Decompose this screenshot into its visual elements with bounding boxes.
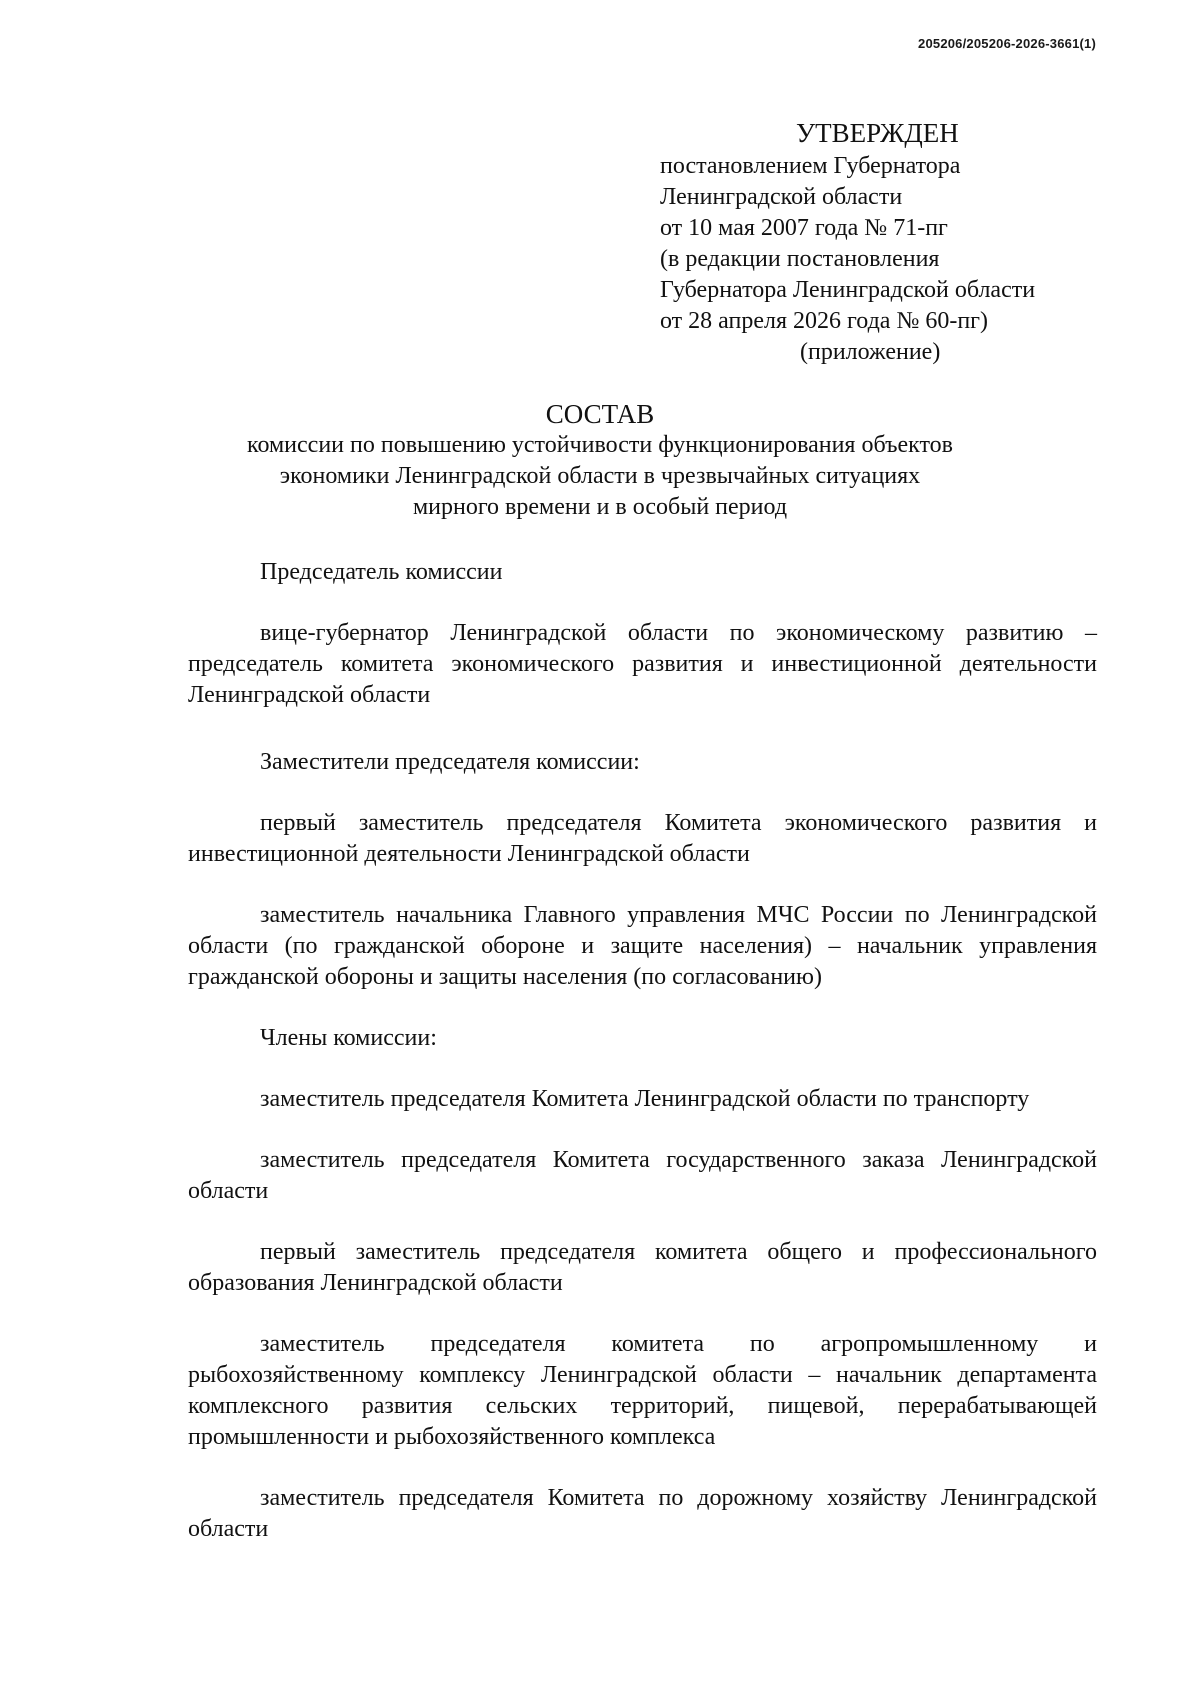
document-title-block bbox=[0, 398, 1200, 523]
approval-line: постановлением Губернатора bbox=[660, 153, 961, 179]
approval-line: Губернатора Ленинградской области bbox=[660, 277, 1036, 303]
deputies-heading: Заместители председателя комиссии: bbox=[260, 749, 640, 775]
document-id: 205206/205206-2026-3661(1) bbox=[918, 36, 1096, 51]
approval-title: УТВЕРЖДЕН bbox=[796, 118, 959, 148]
document-subtitle-line: экономики Ленинградской области в чрезвычайных ситуациях bbox=[279, 463, 921, 489]
deputy-entry: заместитель начальника Главного управления МЧС России по Ленинградской области (по гражданской обороне и защите населения) – начальник управления гражданской обороны и защиты населения (по согласованию) bbox=[188, 902, 1097, 990]
chair-heading: Председатель комиссии bbox=[260, 559, 503, 585]
document-subtitle-line: комиссии по повышению устойчивости функционирования объектов bbox=[247, 432, 953, 458]
members-heading: Члены комиссии: bbox=[260, 1025, 437, 1051]
chair-entry: вице-губернатор Ленинградской области по экономическому развитию – председатель комитета экономического развития и инвестиционной деятельности Ленинградской области bbox=[188, 620, 1097, 708]
document-title: СОСТАВ bbox=[545, 399, 655, 429]
member-entry: первый заместитель председателя комитета общего и профессионального образования Ленинградской области bbox=[188, 1239, 1097, 1296]
approval-line: от 10 мая 2007 года № 71-пг bbox=[660, 215, 948, 241]
deputy-entry: первый заместитель председателя Комитета экономического развития и инвестиционной деятельности Ленинградской области bbox=[188, 810, 1097, 867]
document-body bbox=[188, 557, 1097, 1575]
approval-block bbox=[660, 118, 1100, 368]
document-subtitle-line: мирного времени и в особый период bbox=[412, 494, 788, 520]
approval-note: (приложение) bbox=[800, 339, 941, 365]
member-entry: заместитель председателя Комитета Ленинградской области по транспорту bbox=[260, 1086, 1030, 1112]
member-entry: заместитель председателя комитета по агропромышленному и рыбохозяйственному комплексу Ленинградской области – начальник департамента комплексного развития сельских территорий, пищевой, перерабатывающей промышленности и рыбохозяйственного комплекса bbox=[188, 1331, 1097, 1450]
approval-line: от 28 апреля 2026 года № 60-пг) bbox=[660, 308, 989, 334]
approval-line: Ленинградской области bbox=[660, 184, 903, 210]
member-entry: заместитель председателя Комитета по дорожному хозяйству Ленинградской области bbox=[188, 1485, 1097, 1542]
member-entry: заместитель председателя Комитета государственного заказа Ленинградской области bbox=[188, 1147, 1097, 1204]
approval-line: (в редакции постановления bbox=[660, 246, 940, 272]
